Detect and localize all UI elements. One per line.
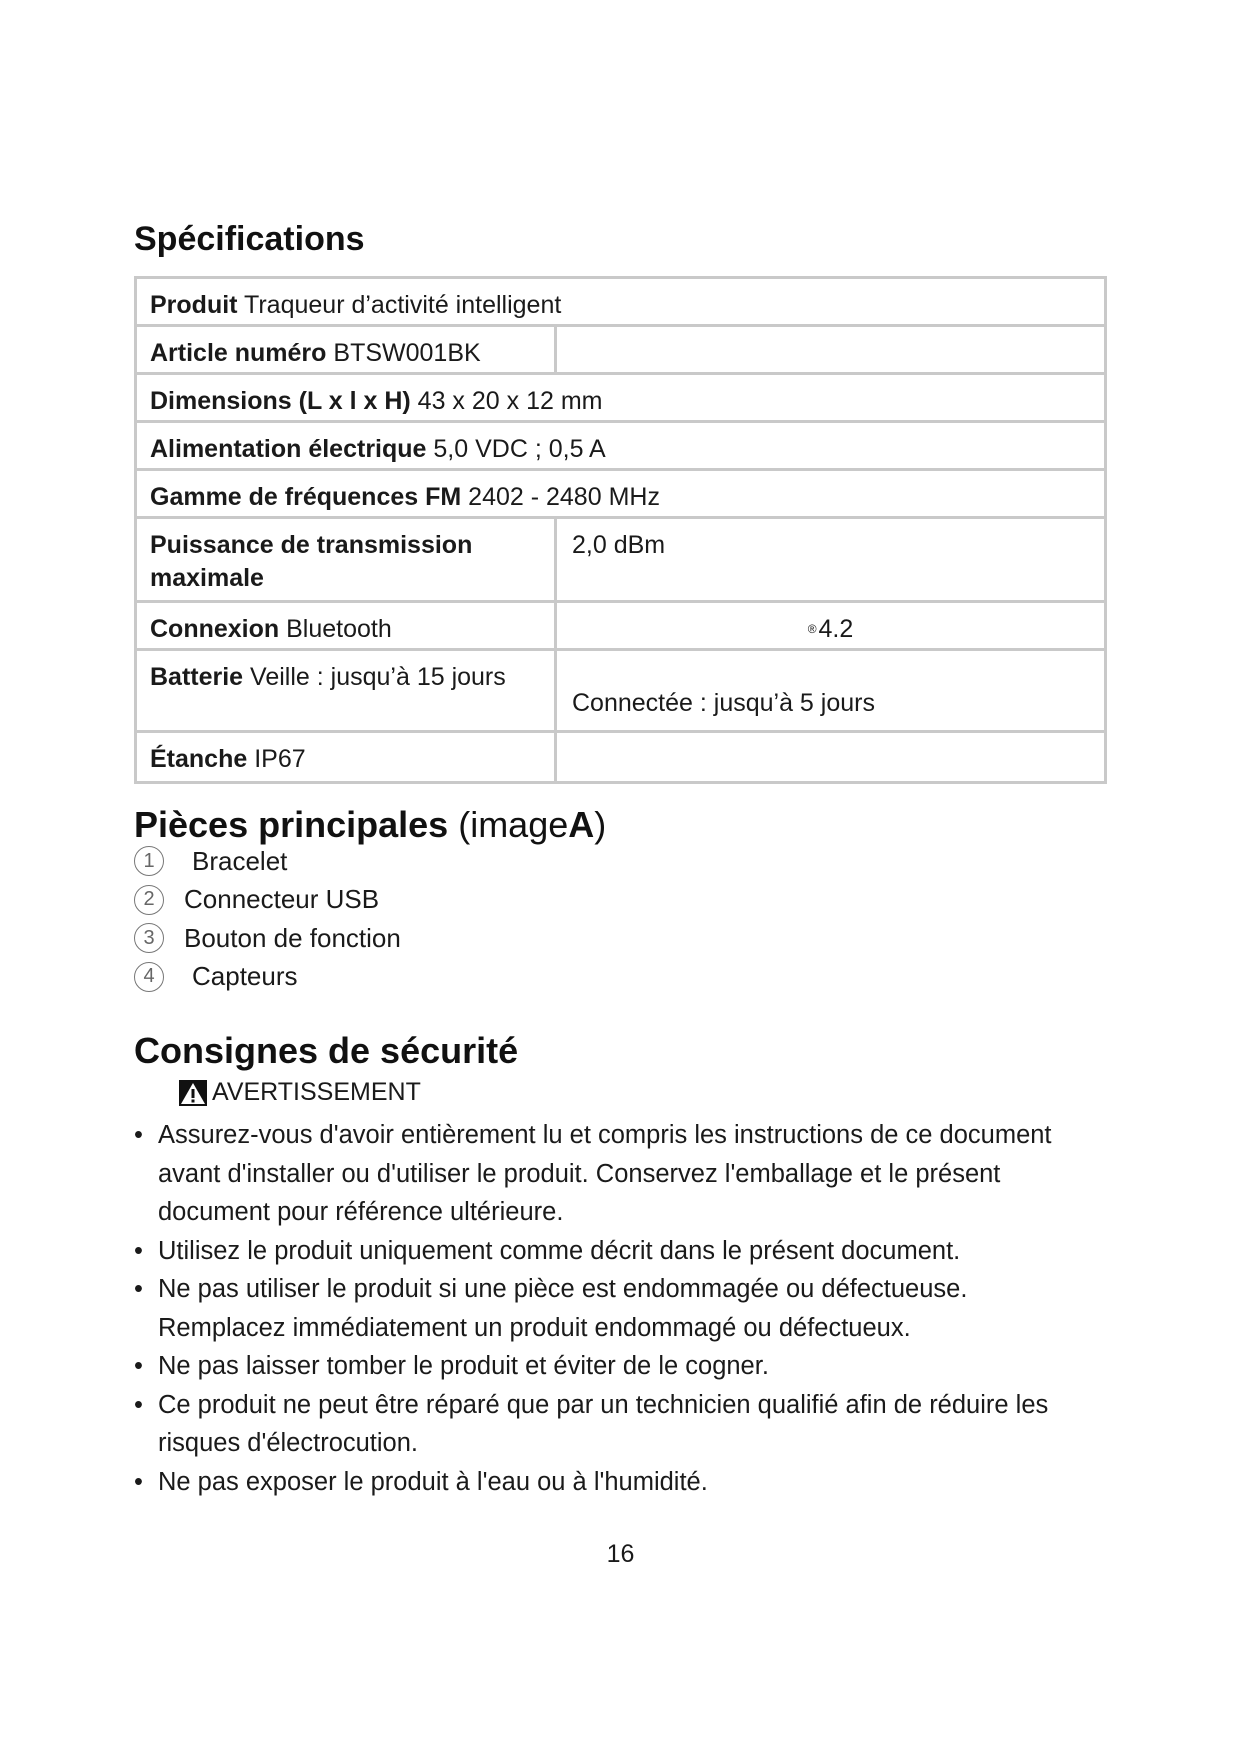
- spec-value-text: 5,0 VDC ; 0,5 A: [433, 435, 606, 463]
- part-label: Connecteur USB: [184, 884, 380, 915]
- part-label: Capteurs: [192, 961, 298, 992]
- spec-row-article: [137, 327, 1104, 375]
- list-item: • Ne pas exposer le produit à l'eau ou à l'humidité.: [134, 1463, 1094, 1502]
- heading-bold-text: Pièces principales: [134, 804, 449, 845]
- spec-label-text: Alimentation électrique: [150, 435, 427, 463]
- circled-number: 2: [134, 885, 164, 915]
- spec-label-text: Gamme de fréquences FM: [150, 483, 462, 511]
- warning-icon: [178, 1079, 208, 1107]
- spec-value: [557, 651, 1104, 730]
- spec-row-dimensions: [137, 375, 1104, 423]
- list-item: • Ne pas laisser tomber le produit et éviter de le cogner.: [134, 1347, 1094, 1386]
- spec-value-empty: [557, 327, 1104, 372]
- circled-number: 1: [134, 846, 164, 876]
- registered-mark: ®: [807, 622, 817, 636]
- safety-bullet-list: [134, 1116, 1094, 1501]
- heading-close-paren: ): [594, 804, 607, 845]
- spec-value-text: Connectée : jusqu’à 5 jours: [572, 689, 875, 717]
- parts-list: [134, 842, 401, 996]
- spec-value-text: Traqueur d’activité intelligent: [244, 291, 562, 319]
- spec-row-power: [137, 423, 1104, 471]
- spec-label: [137, 519, 557, 600]
- page-number: 16: [606, 1540, 635, 1568]
- spec-value-text: 2402 - 2480 MHz: [468, 483, 660, 511]
- spec-label-text: Connexion: [150, 615, 280, 643]
- part-label: Bracelet: [192, 845, 288, 876]
- list-item: • Ce produit ne peut être réparé que par un technicien qualifié afin de réduire les risques d'électrocution.: [134, 1386, 1094, 1463]
- specifications-table: [134, 276, 1107, 784]
- spec-label-extra: Veille : jusqu’à 15 jours: [250, 663, 506, 691]
- spec-label-extra: Bluetooth: [286, 615, 392, 643]
- circled-number: 4: [134, 962, 164, 992]
- list-item: • Utilisez le produit uniquement comme décrit dans le présent document.: [134, 1232, 1094, 1271]
- part-label: Bouton de fonction: [184, 922, 401, 953]
- list-item: • Assurez-vous d'avoir entièrement lu et compris les instructions de ce document avant d'installer ou d'utiliser le produit. Conservez l'emballage et le présent document pour référence ultérieure.: [134, 1116, 1094, 1232]
- list-item: [134, 842, 401, 881]
- image-letter: A: [568, 804, 595, 845]
- spec-row-product: [137, 279, 1104, 327]
- spec-row-waterproof: [137, 733, 1104, 781]
- spec-label-text: Batterie: [150, 663, 244, 691]
- warning-text: AVERTISSEMENT: [212, 1078, 421, 1106]
- spec-label: [137, 279, 1104, 324]
- main-parts-heading: [134, 804, 606, 846]
- list-item: • Ne pas utiliser le produit si une pièce est endommagée ou défectueuse. Remplacez immédiatement un produit endommagé ou défectueux.: [134, 1270, 1094, 1347]
- spec-value-text: BTSW001BK: [333, 339, 481, 367]
- list-item: [134, 958, 401, 997]
- spec-row-connection: [137, 603, 1104, 651]
- specifications-heading: Spécifications: [134, 220, 365, 258]
- spec-label-text: Puissance de transmission maximale: [150, 531, 473, 592]
- safety-heading: Consignes de sécurité: [134, 1030, 519, 1071]
- spec-value-text: 43 x 20 x 12 mm: [417, 387, 603, 415]
- spec-value: [557, 603, 1104, 648]
- list-item: [134, 881, 401, 920]
- spec-value-empty: [557, 733, 1104, 781]
- spec-label: [137, 733, 557, 781]
- spec-label: [137, 423, 1104, 468]
- spec-row-transmission: [137, 519, 1104, 603]
- spec-label: [137, 327, 557, 372]
- spec-row-battery: [137, 651, 1104, 733]
- spec-value-text: 4.2: [818, 615, 854, 643]
- circled-number: 3: [134, 923, 164, 953]
- spec-label: [137, 375, 1104, 420]
- heading-normal-text: (image: [458, 804, 569, 845]
- spec-label-text: Article numéro: [150, 339, 327, 367]
- spec-label: [137, 603, 557, 648]
- list-item: [134, 919, 401, 958]
- spec-label-text: Étanche: [150, 745, 248, 773]
- spec-label: [137, 471, 1104, 516]
- spec-row-frequency: [137, 471, 1104, 519]
- spec-value-text: IP67: [254, 745, 306, 773]
- spec-value: 2,0 dBm: [572, 531, 666, 559]
- warning-label: [178, 1078, 421, 1107]
- spec-label: [137, 651, 557, 730]
- spec-label-text: Dimensions (L x l x H): [150, 387, 411, 415]
- spec-label-text: Produit: [150, 291, 238, 319]
